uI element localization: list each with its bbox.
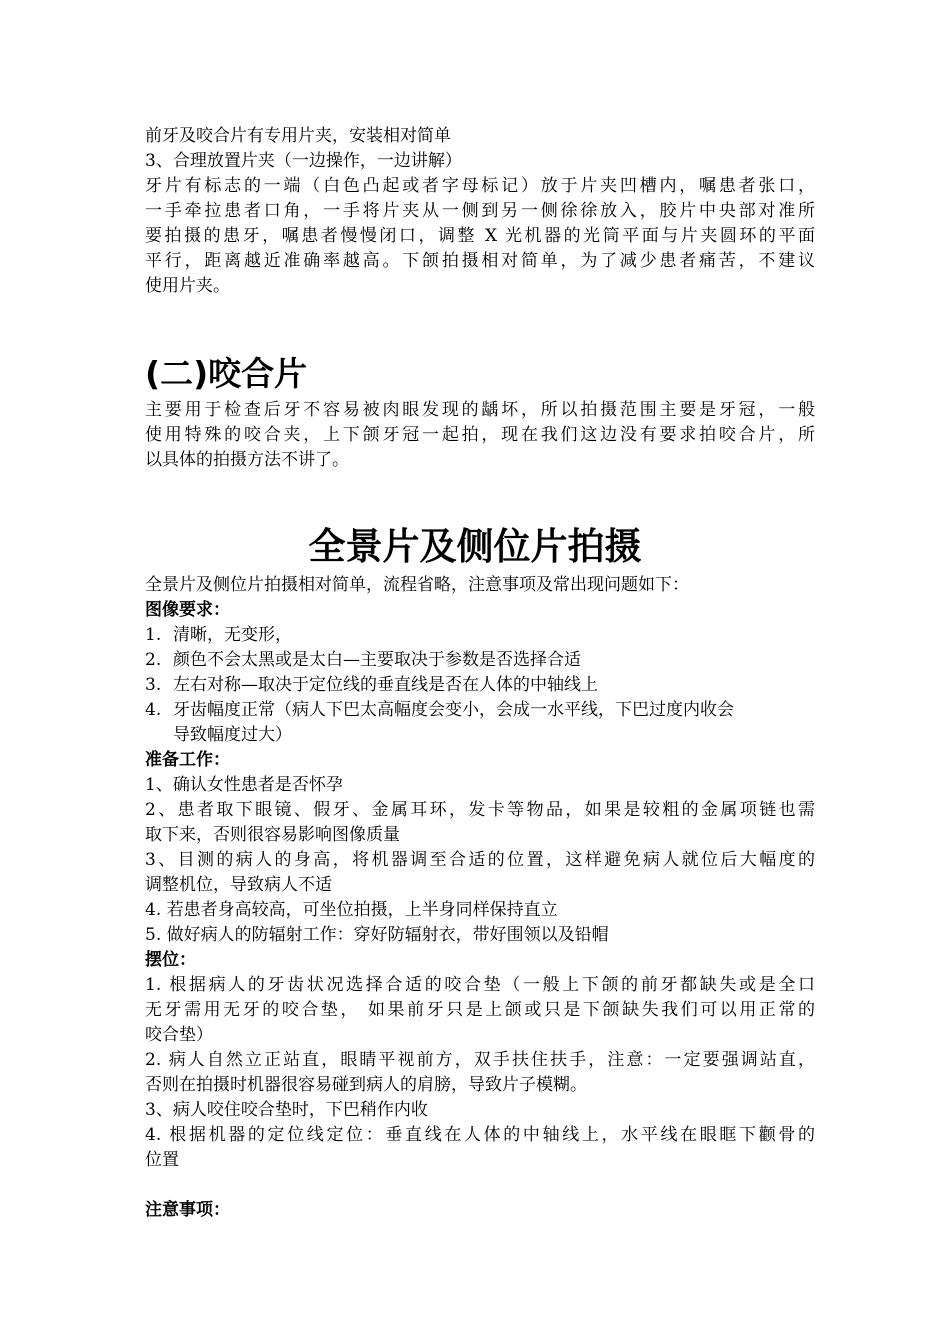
pos-line: 无牙需用无牙的咬合垫， 如果前牙只是上颌或只是下颌缺失我们可以用正常的 — [145, 1000, 815, 1020]
list-text: 左右对称—取决于定位线的垂直线是否在人体的中轴线上 — [173, 675, 598, 695]
intro-para-line: 使用片夹。 — [145, 276, 230, 296]
prep-line: 2、患者取下眼镜、假牙、金属耳环，发卡等物品，如果是较粗的金属项链也需 — [145, 800, 815, 820]
image-req-item — [145, 698, 815, 723]
notes-label: 注意事项： — [145, 1200, 230, 1220]
pos-line: 4. 根据机器的定位线定位：垂直线在人体的中轴线上，水平线在眼眶下颧骨的 — [145, 1125, 815, 1145]
intro-para-line: 牙片有标志的一端（白色凸起或者字母标记）放于片夹凹槽内，嘱患者张口， — [145, 176, 815, 196]
image-req-item — [145, 673, 815, 698]
pos-line: 咬合垫） — [145, 1025, 213, 1045]
preparation-label: 准备工作： — [145, 750, 230, 770]
image-req-item — [145, 623, 815, 648]
occlusal-paragraph — [145, 398, 815, 473]
section-title-panoramic: 全景片及侧位片拍摄 — [308, 525, 642, 568]
list-text: 牙齿幅度正常（病人下巴太高幅度会变小，会成一水平线，下巴过度内收会 — [173, 700, 734, 720]
image-requirements-label: 图像要求： — [145, 600, 230, 620]
pos-line: 位置 — [145, 1150, 179, 1170]
list-text: 清晰，无变形， — [173, 625, 292, 645]
occlusal-para-line: 以具体的拍摄方法不讲了。 — [145, 450, 349, 470]
intro-para-line: 要拍摄的患牙，嘱患者慢慢闭口，调整 X 光机器的光筒平面与片夹圆环的平面 — [145, 226, 815, 246]
prep-line: 5. 做好病人的防辐射工作：穿好防辐射衣，带好围领以及铅帽 — [145, 925, 609, 945]
intro-para-line: 平行，距离越近准确率越高。下颌拍摄相对简单，为了减少患者痛苦，不建议 — [145, 251, 815, 271]
pos-line: 3、病人咬住咬合垫时，下巴稍作内收 — [145, 1100, 428, 1120]
intro-line-1: 前牙及咬合片有专用片夹，安装相对简单 — [145, 126, 451, 146]
blank-line — [145, 1173, 815, 1198]
list-number: 1. — [145, 625, 162, 645]
pos-line: 1. 根据病人的牙齿状况选择合适的咬合垫（一般上下颌的前牙都缺失或是全口 — [145, 975, 815, 995]
prep-line: 调整机位，导致病人不适 — [145, 875, 332, 895]
list-number: 4. — [145, 700, 162, 720]
occlusal-para-line: 主要用于检查后牙不容易被肉眼发现的龋坏，所以拍摄范围主要是牙冠，一般 — [145, 400, 815, 420]
intro-line-2: 3、合理放置片夹（一边操作，一边讲解） — [145, 151, 462, 171]
list-number: 3. — [145, 675, 162, 695]
image-req-item-continued: 导致幅度过大） — [173, 725, 292, 745]
image-req-item — [145, 648, 815, 673]
pos-line: 2. 病人自然立正站直，眼睛平视前方，双手扶住扶手，注意：一定要强调站直， — [145, 1050, 815, 1070]
panoramic-intro: 全景片及侧位片拍摄相对简单，流程省略，注意事项及常出现问题如下： — [145, 575, 689, 595]
panoramic-block — [145, 573, 815, 1223]
list-text: 颜色不会太黑或是太白—主要取决于参数是否选择合适 — [173, 650, 581, 670]
prep-line: 3、目测的病人的身高，将机器调至合适的位置，这样避免病人就位后大幅度的 — [145, 850, 815, 870]
pos-line: 否则在拍摄时机器很容易碰到病人的肩膀，导致片子模糊。 — [145, 1075, 587, 1095]
positioning-label: 摆位： — [145, 950, 196, 970]
prep-line: 1、确认女性患者是否怀孕 — [145, 775, 343, 795]
intro-para-line: 一手牵拉患者口角，一手将片夹从一侧到另一侧徐徐放入，胶片中央部对准所 — [145, 201, 815, 221]
list-number: 2. — [145, 650, 162, 670]
intro-block — [145, 124, 815, 299]
prep-line: 4. 若患者身高较高，可坐位拍摄，上半身同样保持直立 — [145, 900, 558, 920]
prep-line: 取下来，否则很容易影响图像质量 — [145, 825, 400, 845]
section-heading-occlusal: (二)咬合片 — [145, 354, 308, 393]
occlusal-para-line: 使用特殊的咬合夹，上下颌牙冠一起拍，现在我们这边没有要求拍咬合片，所 — [145, 425, 815, 445]
